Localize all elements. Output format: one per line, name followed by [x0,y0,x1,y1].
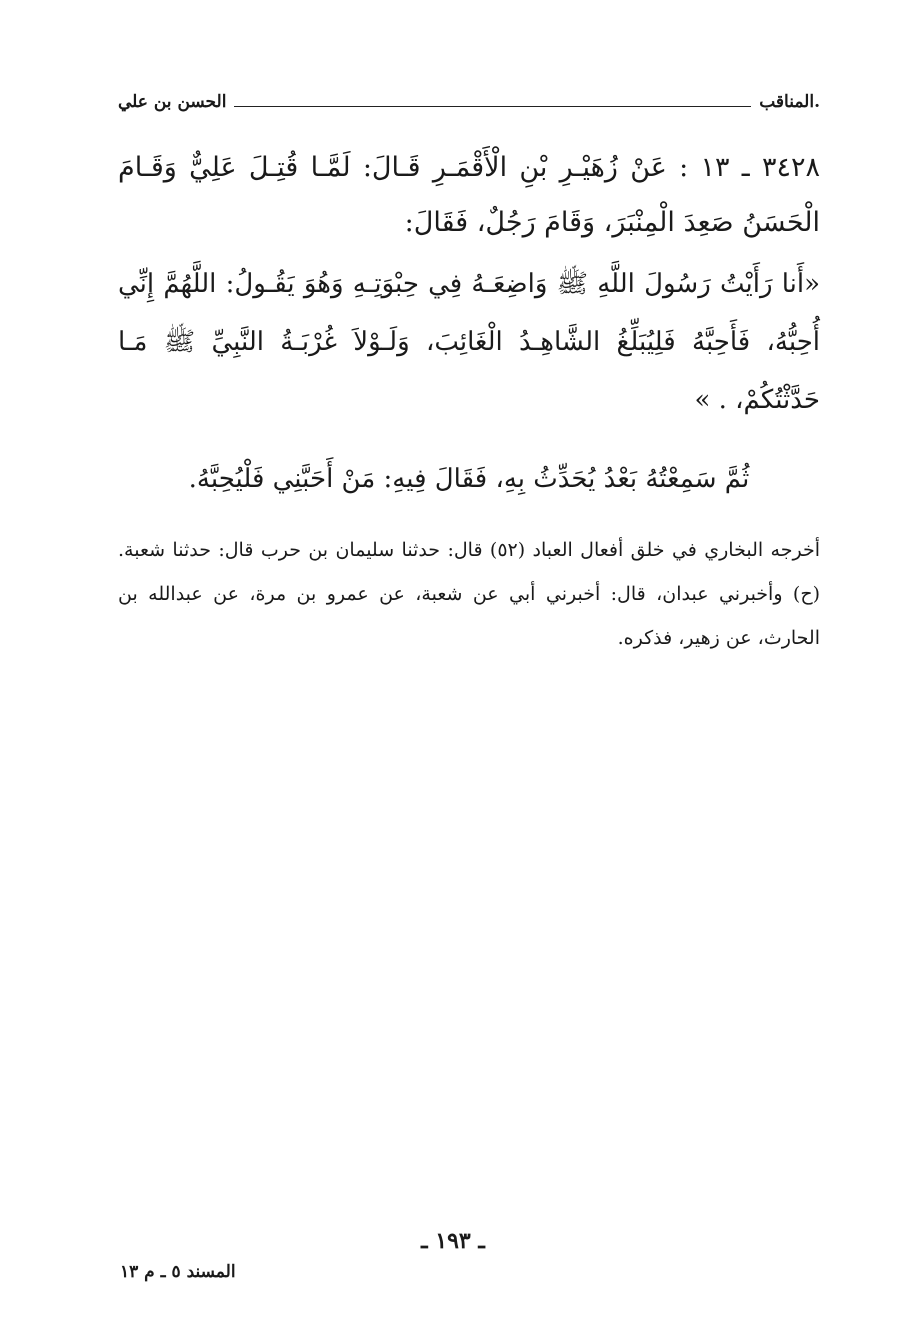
printer-signature: المسند ٥ ـ م ١٣ [120,1262,236,1282]
hadith-matn: «أَنا رَأَيْتُ رَسُولَ اللَّهِ ﷺ وَاضِعَـهُ فِي حِبْوَتِـهِ وَهُوَ يَقُـولُ: اللَّهُمَّ إِنِّي أُحِبُّهُ، فَأَحِبَّهُ فَلِيُبَلِّغُ الشَّاهِـدُ الْغَائِبَ، وَلَـوْلاَ غُرْبَـةُ النَّبِيِّ ﷺ مَـا حَدَّثْتُكُمْ، . » [118,269,820,415]
page-number: ـ ١٩٣ ـ [421,1228,485,1254]
running-header-rule [234,106,751,107]
hadith-number: ٣٤٢٨ ـ ١٣ : [679,152,820,183]
running-header-chapter: الحسن بن علي [118,92,227,112]
running-header-section: .المناقب [759,92,820,112]
hadith-isnad-text: عَنْ زُهَيْـرِ بْنِ الْأَقْمَـرِ قَـالَ: لَمَّـا قُتِـلَ عَلِيٌّ وَقَـامَ الْحَسَنُ صَعِدَ الْمِنْبَرَ، وَقَامَ رَجُلٌ، فَقَالَ: [118,152,820,238]
hadith-conclusion: ثُمَّ سَمِعْتُهُ بَعْدُ يُحَدِّثُ بِهِ، فَقَالَ فِيهِ: مَنْ أَحَبَّنِي فَلْيُحِبَّهُ. [188,464,750,494]
running-header [118,86,820,118]
takhrij-footnote: أخرجه البخاري في خلق أفعال العباد (٥٢) قال: حدثنا سليمان بن حرب قال: حدثنا شعبة. (ح) وأخبرني عبدان، قال: أخبرني أبي عن شعبة، عن عمرو بن مرة، عن عبدالله بن الحارث، عن زهير، فذكره. [118,539,820,649]
hadith-isnad [118,140,820,250]
